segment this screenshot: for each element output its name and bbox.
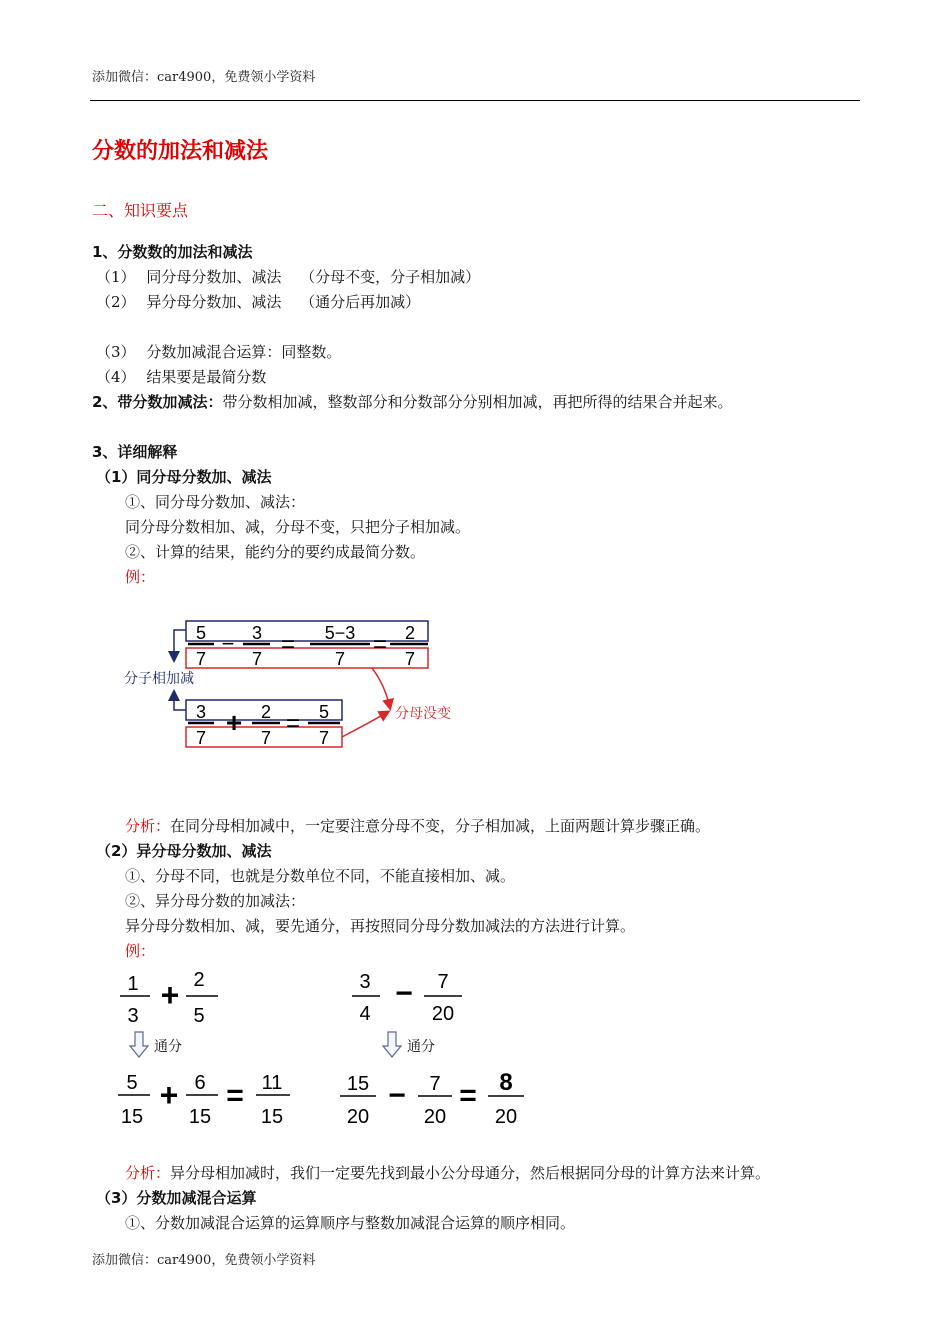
right-d-numerator: 7 <box>429 1073 441 1095</box>
page-header: 添加微信：car4900，免费领小学资料 <box>92 70 316 85</box>
detail-1-line: ②、计算的结果，能约分的要约成最简分数。 <box>125 543 426 561</box>
detail-2-line: 异分母分数相加、减，要先通分，再按照同分母分数加减法的方法进行计算。 <box>125 917 636 935</box>
item-label: 分数加减混合运算：同整数。 <box>146 343 342 361</box>
right-a-denominator: 4 <box>359 1003 371 1025</box>
example-label: 例： <box>125 942 156 960</box>
item-number: （4） <box>96 368 136 386</box>
point-1-item <box>96 341 341 363</box>
left-a-numerator: 1 <box>127 973 139 995</box>
right-d-denominator: 20 <box>423 1106 447 1128</box>
left-c-numerator: 5 <box>126 1072 138 1094</box>
detail-3-heading: （3）分数加减混合运算 <box>96 1189 257 1207</box>
item-label: 异分母分数加、减法 <box>146 293 282 311</box>
right-result-denominator: 20 <box>494 1106 518 1128</box>
down-arrow-icon <box>383 1032 401 1057</box>
detail-2-line: ①、分母不同，也就是分数单位不同，不能直接相加、减。 <box>125 867 516 885</box>
analysis-2 <box>125 1162 770 1184</box>
equals-sign: = <box>459 1079 477 1112</box>
detail-2-line: ②、异分母分数的加减法： <box>125 892 306 910</box>
point-2 <box>92 391 732 413</box>
example-label: 例： <box>125 568 156 586</box>
down-arrow-icon <box>130 1032 148 1057</box>
right-b-numerator: 7 <box>437 971 449 993</box>
plus-sign: + <box>159 1077 179 1113</box>
right-a-numerator: 3 <box>359 971 371 993</box>
eq1-denominator-2: 7 <box>251 649 263 669</box>
detail-1-line: ①、同分母分数加、减法： <box>125 493 306 511</box>
item-number: （1） <box>96 268 136 286</box>
analysis-label: 分析： <box>125 1164 171 1182</box>
detail-3-line: ①、分数加减混合运算的运算顺序与整数加减混合运算的顺序相同。 <box>125 1214 576 1232</box>
minus-sign: − <box>221 631 235 656</box>
item-label: 结果要是最简分数 <box>146 368 267 386</box>
point-1-item <box>96 366 266 388</box>
denominator-arrow <box>342 712 388 737</box>
left-a-denominator: 3 <box>127 1005 139 1027</box>
item-label: 同分母分数加、减法 <box>146 268 282 286</box>
left-d-numerator: 6 <box>194 1072 206 1094</box>
plus-sign: + <box>160 977 180 1013</box>
point-3-heading: 3、详细解释 <box>92 443 178 461</box>
minus-sign: − <box>395 977 413 1010</box>
numerator-arrow <box>174 692 186 710</box>
point-2-heading: 2、带分数加减法： <box>92 393 223 411</box>
arrow-label: 通分 <box>154 1039 182 1055</box>
item-number: （2） <box>96 293 136 311</box>
eq1-numerator-4: 2 <box>404 623 416 643</box>
detail-1-heading: （1）同分母分数加、减法 <box>96 468 272 486</box>
item-number: （3） <box>96 343 136 361</box>
eq2-numerator-1: 3 <box>195 702 207 722</box>
eq1-denominator-1: 7 <box>195 649 207 669</box>
left-b-numerator: 2 <box>193 969 205 991</box>
analysis-text: 异分母相加减时，我们一定要先找到最小公分母通分，然后根据同分母的计算方法来计算。 <box>170 1164 771 1182</box>
minus-sign: − <box>388 1079 406 1112</box>
eq2-denominator-3: 7 <box>318 728 330 748</box>
page-title: 分数的加法和减法 <box>92 139 269 164</box>
eq2-numerator-3: 5 <box>318 702 330 722</box>
analysis-label: 分析： <box>125 817 171 835</box>
eq1-numerator-1: 5 <box>195 623 207 643</box>
eq2-numerator-2: 2 <box>260 702 272 722</box>
left-result-denominator: 15 <box>260 1106 284 1128</box>
section-heading: 二、知识要点 <box>92 201 189 220</box>
right-c-numerator: 15 <box>346 1073 370 1095</box>
left-result-numerator: 11 <box>261 1072 283 1094</box>
plus-sign: + <box>225 707 243 738</box>
analysis-text: 在同分母相加减中，一定要注意分母不变，分子相加减，上面两题计算步骤正确。 <box>170 817 711 835</box>
detail-2-heading: （2）异分母分数加、减法 <box>96 842 272 860</box>
eq2-denominator-1: 7 <box>195 728 207 748</box>
eq1-denominator-3: 7 <box>334 649 346 669</box>
eq1-numerator-2: 3 <box>251 623 263 643</box>
detail-1-line: 同分母分数相加、减，分母不变，只把分子相加减。 <box>125 518 471 536</box>
left-c-denominator: 15 <box>120 1106 144 1128</box>
different-denominator-figure <box>110 962 540 1140</box>
eq1-numerator-3: 5−3 <box>324 623 356 643</box>
denominator-label: 分母没变 <box>395 706 451 722</box>
item-note: （通分后再加减） <box>300 293 421 311</box>
eq2-denominator-2: 7 <box>260 728 272 748</box>
equals-sign: = <box>280 631 296 658</box>
right-result-numerator: 8 <box>499 1069 513 1096</box>
same-denominator-figure <box>110 600 470 760</box>
header-rule <box>90 100 860 101</box>
page-footer: 添加微信：car4900，免费领小学资料 <box>92 1253 316 1268</box>
point-1-item <box>96 266 480 288</box>
equals-sign: = <box>372 631 388 658</box>
point-2-text: 带分数相加减，整数部分和分数部分分别相加减，再把所得的结果合并起来。 <box>222 393 733 411</box>
arrow-label: 通分 <box>407 1039 435 1055</box>
point-1-item <box>96 291 420 313</box>
denominator-arrow <box>372 668 390 708</box>
point-1-heading: 1、分数数的加法和减法 <box>92 243 253 261</box>
equals-sign: = <box>226 1079 244 1112</box>
left-b-denominator: 5 <box>193 1005 205 1027</box>
eq1-denominator-4: 7 <box>404 649 416 669</box>
right-b-denominator: 20 <box>431 1003 455 1025</box>
left-d-denominator: 15 <box>188 1106 212 1128</box>
analysis-1 <box>125 815 710 837</box>
numerator-label: 分子相加减 <box>124 671 194 687</box>
item-note: （分母不变，分子相加减） <box>300 268 481 286</box>
numerator-arrow <box>174 630 186 660</box>
equals-sign: = <box>285 710 301 737</box>
right-c-denominator: 20 <box>346 1106 370 1128</box>
